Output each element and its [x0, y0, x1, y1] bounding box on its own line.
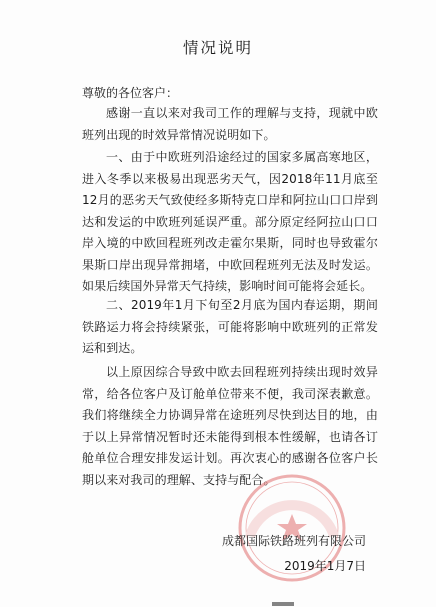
paragraph-intro — [82, 103, 378, 146]
greeting: 尊敬的各位客户： — [82, 86, 179, 100]
document-title: 情况说明 — [182, 39, 253, 57]
company-signature: 成都国际铁路班列有限公司 — [221, 534, 366, 548]
paragraph-text: 二、2019年1月下旬至2月底为国内春运期，期间铁路运力将会持续紧张，可能将影响中欧班列的正常发运和到达。 — [82, 298, 378, 355]
paragraph-text: 感谢一直以来对我司工作的理解与支持，现就中欧班列出现的时效异常情况说明如下。 — [82, 106, 378, 142]
paragraph-text: 以上原因综合导致中欧去回程班列持续出现时效异常，给各位客户及订舱单位带来不便，我司深表歉意。我们将继续全力协调异常在途班列尽快到达目的地，由于以上异常情况暂时还未能得到根本性缓解，也请各订舱单位合理安排发运计划。再次衷心的感谢各位客户长期以来对我司的理解、支持与配合。 — [82, 365, 378, 487]
signature-date: 2019年1月7日 — [284, 559, 366, 573]
paragraph-spring-festival — [82, 295, 378, 360]
scan-artifact — [272, 602, 294, 606]
paragraph-text: 一、由于中欧班列沿途经过的国家多属高寒地区，进入冬季以来极易出现恶劣天气，因2018年11月底至12月的恶劣天气致使经多斯特克口岸和阿拉山口口岸到达和发运的中欧班列延误严重。部分原定经阿拉山口口岸入境的中欧回程班列改走霍尔果斯，同时也导致霍尔果斯口岸出现异常拥堵，中欧回程班列无法及时发运。如果后续国外异常天气持续，影响时间可能将会延长。 — [82, 150, 378, 293]
paragraph-weather — [82, 147, 378, 298]
